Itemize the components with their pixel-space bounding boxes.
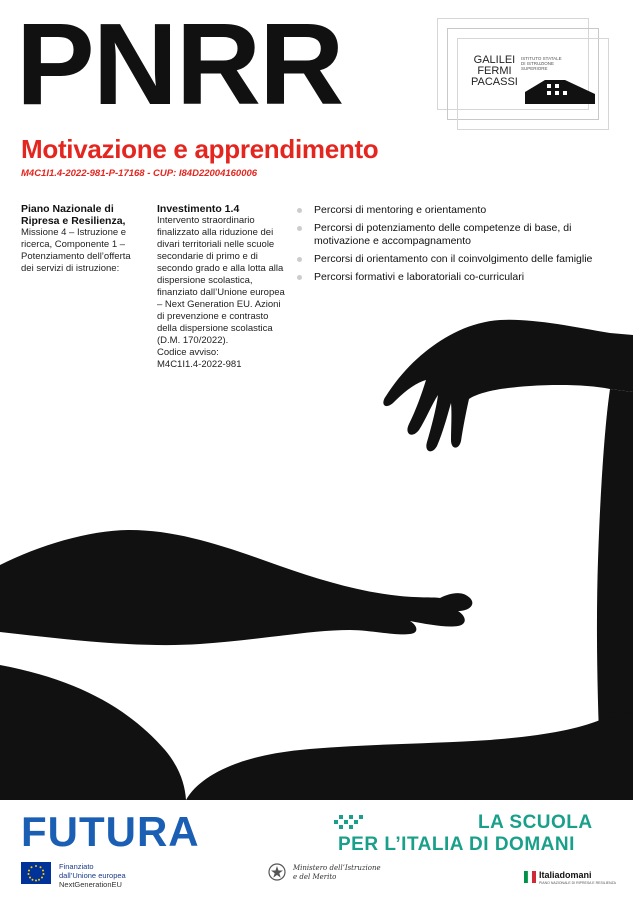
list-item bbox=[296, 271, 616, 284]
list-item bbox=[296, 222, 616, 248]
eu-flag-icon bbox=[21, 862, 51, 884]
column-body: Intervento straordinario finalizzato alla riduzione dei divari territoriali nelle scuole secondarie di primo e di secondo grado e alla lotta alla dispersione scolastica, finanziato dall’Unione europea – Next Generation EU. Azioni di prevenzione e contrasto della dispersione scolastica (D.M. 170/2022). bbox=[157, 215, 285, 346]
scuola-logo bbox=[338, 812, 593, 856]
building-icon bbox=[525, 66, 595, 106]
column-body: Missione 4 – Istruzione e ricerca, Componente 1 – Potenziamento dell’offerta dei servizi di istruzione: bbox=[21, 227, 131, 274]
eu-text bbox=[59, 862, 169, 889]
code-value: M4C1I1.4-2022-981 bbox=[157, 359, 242, 370]
hands-illustration bbox=[0, 300, 633, 800]
subtitle: Motivazione e apprendimento bbox=[21, 134, 379, 164]
list-item-label: Percorsi di mentoring e orientamento bbox=[314, 204, 487, 216]
logo-small-line: DI ISTRUZIONE SUPERIORE bbox=[521, 61, 555, 71]
ministry-text-line: Ministero dell’Istruzione bbox=[293, 864, 381, 872]
column-heading: Investimento 1.4 bbox=[157, 203, 240, 215]
list-item-label: Percorsi di potenziamento delle competenze di base, di motivazione e accompagnamento bbox=[314, 222, 572, 247]
scuola-line: PER L’ITALIA DI DOMANI bbox=[338, 834, 575, 855]
eu-text-line: dall’Unione europea bbox=[59, 871, 126, 880]
logo-wordmark bbox=[471, 55, 518, 88]
logo-line: GALILEI bbox=[473, 54, 516, 66]
bottom-right-shape bbox=[186, 712, 633, 800]
list-item-label: Percorsi formativi e laboratoriali co-curriculari bbox=[314, 271, 525, 283]
eu-text-line: Finanziato bbox=[59, 862, 94, 871]
column-heading: Ripresa e Resilienza, bbox=[21, 215, 126, 227]
futura-logo: FUTURA bbox=[21, 808, 200, 855]
bullet-dot-icon bbox=[297, 257, 302, 262]
scuola-line: LA SCUOLA bbox=[478, 812, 593, 833]
list-item-label: Percorsi di orientamento con il coinvolgimento delle famiglie bbox=[314, 253, 593, 265]
bullet-dot-icon bbox=[297, 208, 302, 213]
code-label: Codice avviso: bbox=[157, 347, 219, 358]
italia-subtitle: PIANO NAZIONALE DI RIPRESA E RESILIENZA bbox=[539, 881, 617, 885]
bullet-dot-icon bbox=[297, 275, 302, 280]
lower-hand-shape bbox=[0, 530, 472, 645]
logo-line: PACASSI bbox=[471, 76, 518, 88]
italia-wordmark: Italiadomani bbox=[539, 870, 592, 880]
italia-flag-icon bbox=[524, 871, 536, 883]
right-forearm-shape bbox=[597, 389, 633, 760]
page-title: PNRR bbox=[16, 0, 343, 130]
upper-hand-shape bbox=[383, 320, 633, 452]
project-code: M4C1I1.4-2022-981-P-17168 - CUP: I84D22004160006 bbox=[21, 168, 258, 179]
ministry-text bbox=[293, 864, 383, 882]
eu-text-line: NextGenerationEU bbox=[59, 880, 122, 889]
logo-line: FERMI bbox=[477, 65, 512, 77]
republic-emblem-icon bbox=[268, 862, 286, 882]
logo-small-line: ISTITUTO STATALE bbox=[521, 56, 562, 61]
ministry-text-line: e del Merito bbox=[293, 873, 337, 881]
bottom-left-shape bbox=[0, 665, 186, 800]
list-item bbox=[296, 204, 616, 217]
column-heading: Piano Nazionale di bbox=[21, 203, 114, 215]
activity-list bbox=[296, 204, 616, 289]
school-logo bbox=[437, 18, 607, 130]
bullet-dot-icon bbox=[297, 226, 302, 231]
pnrr-description bbox=[21, 203, 131, 275]
list-item bbox=[296, 253, 616, 266]
